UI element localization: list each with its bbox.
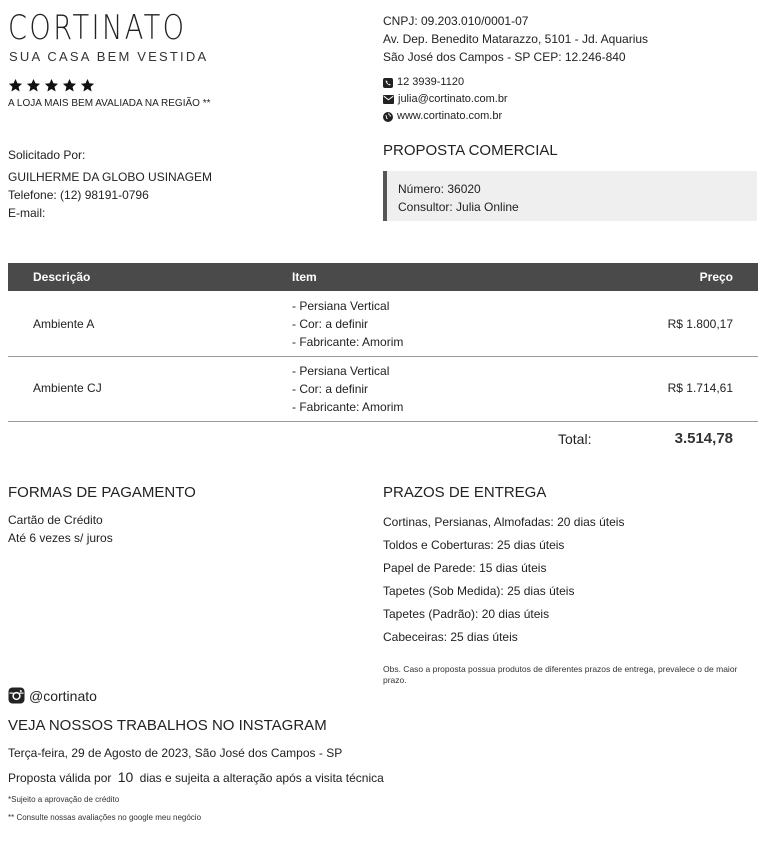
proposal-box [383,171,757,221]
row-divider [8,421,758,422]
rating-stars [8,78,95,93]
instagram-handle[interactable]: @cortinato [29,687,97,704]
row-item-line: - Persiana Vertical [292,364,390,378]
payment-info [8,511,113,547]
proposal-number: Número: 36020 [398,182,481,196]
phone-icon [383,78,393,88]
company-address-line1: Av. Dep. Benedito Matarazzo, 5101 - Jd. Aquarius [383,32,649,46]
delivery-list [383,511,624,649]
contact-phone-text: 12 3939-1120 [397,76,465,88]
star-icon [8,78,23,93]
client-label: Solicitado Por: [8,148,86,162]
company-contacts [383,74,508,125]
contact-website[interactable] [383,108,508,125]
delivery-item: Papel de Parede: 15 dias úteis [383,561,547,575]
total-value: 3.514,78 [674,430,733,447]
row-item-line: - Cor: a definir [292,382,369,396]
validity-prefix: Proposta válida por [8,771,112,785]
validity-days: 10 [117,769,134,785]
validity-suffix: dias e sujeita a alteração após a visita técnica [139,771,384,785]
company-cnpj: CNPJ: 09.203.010/0001-07 [383,14,529,28]
instagram-cta: VEJA NOSSOS TRABALHOS NO INSTAGRAM [8,717,327,734]
contact-phone [383,74,508,91]
contact-email[interactable] [383,91,508,108]
row-price: R$ 1.800,17 [667,317,733,331]
client-info [8,168,212,222]
date-location: Terça-feira, 29 de Agosto de 2023, São José dos Campos - SP [8,746,343,760]
star-icon [26,78,41,93]
row-item-line: - Persiana Vertical [292,299,390,313]
row-item-line: - Fabricante: Amorim [292,400,404,414]
row-price: R$ 1.714,61 [667,381,733,395]
proposal-title: PROPOSTA COMERCIAL [383,142,558,159]
header-price: Preço [699,270,733,284]
contact-website-text[interactable]: www.cortinato.com.br [397,110,503,122]
envelope-icon [383,95,394,104]
instagram-icon [8,687,25,704]
table-header [8,263,758,291]
header-item: Item [292,270,317,284]
note-google: ** Consulte nossas avaliações no google meu negócio [8,813,202,822]
brand-logo: CORTINATO [8,8,187,48]
payment-terms: Até 6 vezes s/ juros [8,531,113,545]
globe-icon [383,112,393,122]
instagram-link[interactable] [8,687,97,704]
company-address-line2: São José dos Campos - SP CEP: 12.246-840 [383,50,626,64]
delivery-item: Cabeceiras: 25 dias úteis [383,630,518,644]
row-description: Ambiente CJ [33,381,102,395]
note-credit: *Sujeito a aprovação de crédito [8,795,120,804]
total-label: Total: [558,431,592,447]
star-icon [62,78,77,93]
row-description: Ambiente A [33,317,95,331]
row-item [292,297,403,351]
delivery-item: Tapetes (Padrão): 20 dias úteis [383,607,550,621]
row-item-line: - Cor: a definir [292,317,369,331]
row-divider [8,356,758,357]
payment-title: FORMAS DE PAGAMENTO [8,484,196,501]
client-name: GUILHERME DA GLOBO USINAGEM [8,170,213,184]
delivery-item: Toldos e Coberturas: 25 dias úteis [383,538,565,552]
row-item-line: - Fabricante: Amorim [292,335,404,349]
rating-text: A LOJA MAIS BEM AVALIADA NA REGIÃO ** [8,98,211,109]
client-email: E-mail: [8,206,46,220]
proposal-consultant: Consultor: Julia Online [398,200,519,214]
table-row [8,296,758,356]
star-icon [44,78,59,93]
delivery-item: Cortinas, Persianas, Almofadas: 20 dias úteis [383,515,625,529]
delivery-item: Tapetes (Sob Medida): 25 dias úteis [383,584,575,598]
payment-method: Cartão de Crédito [8,513,103,527]
client-phone: Telefone: (12) 98191-0796 [8,188,149,202]
company-info [383,12,648,66]
brand-tagline: SUA CASA BEM VESTIDA [9,49,209,64]
table-row [8,361,758,421]
header-description: Descrição [33,270,91,284]
star-icon [80,78,95,93]
delivery-note: Obs. Caso a proposta possua produtos de diferentes prazos de entrega, prevalece o de maior prazo. [383,664,738,685]
delivery-title: PRAZOS DE ENTREGA [383,484,547,501]
contact-email-text[interactable]: julia@cortinato.com.br [398,93,508,105]
validity-line [8,769,384,785]
row-item [292,362,403,416]
